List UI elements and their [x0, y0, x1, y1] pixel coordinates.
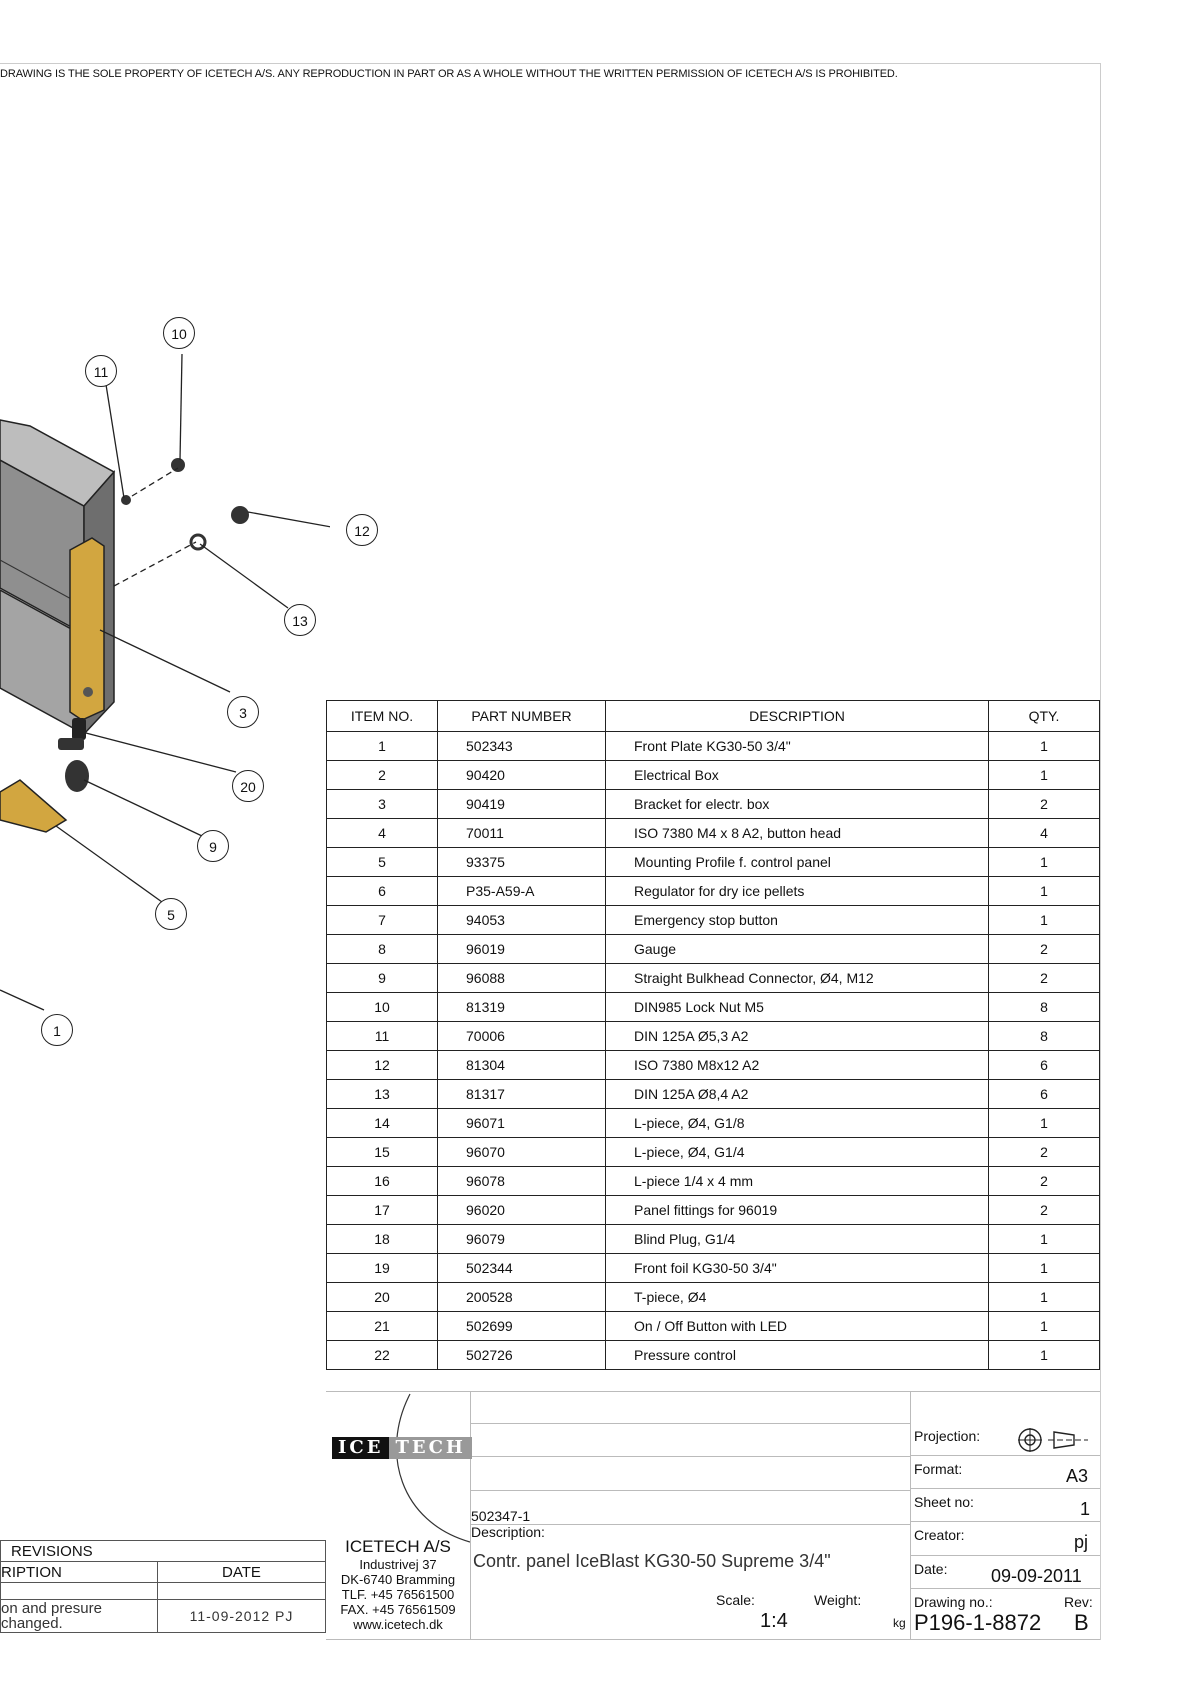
description-cell: Blind Plug, G1/4 [606, 1225, 989, 1254]
item-no-cell: 1 [327, 732, 438, 761]
fax-number: FAX. +45 76561509 [340, 1602, 456, 1617]
rev-value: B [1074, 1610, 1089, 1635]
description-cell: ISO 7380 M4 x 8 A2, button head [606, 819, 989, 848]
part-number-cell: 81319 [438, 993, 606, 1022]
description-cell: DIN 125A Ø5,3 A2 [606, 1022, 989, 1051]
description-cell: Front Plate KG30-50 3/4" [606, 732, 989, 761]
address-line: DK-6740 Bramming [340, 1572, 456, 1587]
phone-number: TLF. +45 76561500 [341, 1587, 455, 1602]
table-row [327, 1167, 1100, 1196]
creator-label: Creator: [914, 1527, 965, 1543]
description-cell: Regulator for dry ice pellets [606, 877, 989, 906]
revision-description: on and presure changed. [1, 1600, 102, 1632]
qty-cell: 1 [989, 732, 1100, 761]
qty-cell: 1 [989, 1312, 1100, 1341]
col-description: DESCRIPTION [606, 701, 989, 732]
col-qty: QTY. [989, 701, 1100, 732]
revisions-title: REVISIONS [11, 1542, 93, 1560]
item-no-cell: 12 [327, 1051, 438, 1080]
part-number-cell: 70011 [438, 819, 606, 848]
part-number-cell: 81317 [438, 1080, 606, 1109]
table-row [327, 790, 1100, 819]
item-no-cell: 15 [327, 1138, 438, 1167]
table-row [327, 819, 1100, 848]
balloon-10: 10 [163, 317, 195, 349]
item-no-cell: 5 [327, 848, 438, 877]
revision-date: 11-09-2012 PJ [189, 1608, 294, 1624]
col-part-number: PART NUMBER [438, 701, 606, 732]
format-value: A3 [1066, 1466, 1089, 1486]
part-number-cell: 96079 [438, 1225, 606, 1254]
table-row [327, 732, 1100, 761]
description-cell: Pressure control [606, 1341, 989, 1370]
description-cell: Straight Bulkhead Connector, Ø4, M12 [606, 964, 989, 993]
balloon-13: 13 [284, 604, 316, 636]
part-number-cell: 502344 [438, 1254, 606, 1283]
table-row [327, 1225, 1100, 1254]
qty-cell: 2 [989, 964, 1100, 993]
qty-cell: 2 [989, 1138, 1100, 1167]
description-cell: T-piece, Ø4 [606, 1283, 989, 1312]
qty-cell: 1 [989, 761, 1100, 790]
description-cell: Electrical Box [606, 761, 989, 790]
projection-label: Projection: [914, 1428, 981, 1444]
address-line: Industrivej 37 [359, 1557, 437, 1572]
qty-cell: 1 [989, 906, 1100, 935]
table-row [327, 906, 1100, 935]
revisions-col-date: DATE [222, 1563, 261, 1581]
website: www.icetech.dk [353, 1617, 443, 1632]
creator-value: pj [1074, 1532, 1089, 1552]
table-row [327, 848, 1100, 877]
part-number-cell: 93375 [438, 848, 606, 877]
icetech-logo: ICE TECH [332, 1437, 472, 1459]
item-no-cell: 4 [327, 819, 438, 848]
table-row [327, 1196, 1100, 1225]
item-no-cell: 10 [327, 993, 438, 1022]
col-item-no: ITEM NO. [327, 701, 438, 732]
weight-unit: kg [893, 1616, 906, 1630]
table-row [327, 1138, 1100, 1167]
item-no-cell: 18 [327, 1225, 438, 1254]
description-cell: On / Off Button with LED [606, 1312, 989, 1341]
reference-number: 502347-1 [471, 1508, 531, 1524]
item-no-cell: 20 [327, 1283, 438, 1312]
table-row [327, 964, 1100, 993]
table-row [327, 1283, 1100, 1312]
qty-cell: 1 [989, 1283, 1100, 1312]
weight-label: Weight: [814, 1592, 862, 1608]
table-row [327, 1341, 1100, 1370]
revisions-table [0, 1540, 326, 1633]
balloon-9: 9 [197, 830, 229, 862]
qty-cell: 1 [989, 877, 1100, 906]
copyright-notice: DRAWING IS THE SOLE PROPERTY OF ICETECH A/S. ANY REPRODUCTION IN PART OR AS A WHOLE WITHOUT THE WRITTEN PERMISSION OF ICETECH A/S IS PROHIBITED. [0, 68, 898, 80]
scale-value: 1:4 [760, 1610, 788, 1632]
part-number-cell: 70006 [438, 1022, 606, 1051]
bracket [70, 538, 104, 720]
drawing-number: P196-1-8872 [914, 1610, 1042, 1635]
balloon-5: 5 [155, 898, 187, 930]
part-number-cell: 94053 [438, 906, 606, 935]
rev-label: Rev: [1064, 1594, 1093, 1610]
qty-cell: 1 [989, 1109, 1100, 1138]
company-address [328, 1537, 468, 1632]
table-row [327, 1254, 1100, 1283]
sheet-value: 1 [1080, 1499, 1091, 1519]
description-cell: L-piece, Ø4, G1/8 [606, 1109, 989, 1138]
part-number-cell: 96019 [438, 935, 606, 964]
description-cell: Panel fittings for 96019 [606, 1196, 989, 1225]
part-number-cell: 502343 [438, 732, 606, 761]
part-number-cell: 502726 [438, 1341, 606, 1370]
logo-arc [390, 1392, 470, 1552]
item-no-cell: 2 [327, 761, 438, 790]
qty-cell: 8 [989, 993, 1100, 1022]
mounting-profile [0, 780, 66, 832]
part-number-cell: 96078 [438, 1167, 606, 1196]
table-row [327, 1051, 1100, 1080]
description-cell: Bracket for electr. box [606, 790, 989, 819]
projection-symbol-icon [1018, 1426, 1094, 1454]
part-number-cell: P35-A59-A [438, 877, 606, 906]
bom-body [327, 732, 1100, 1370]
description-cell: Emergency stop button [606, 906, 989, 935]
qty-cell: 1 [989, 848, 1100, 877]
balloon-20: 20 [232, 770, 264, 802]
qty-cell: 1 [989, 1254, 1100, 1283]
table-row [327, 993, 1100, 1022]
description-cell: L-piece, Ø4, G1/4 [606, 1138, 989, 1167]
qty-cell: 6 [989, 1080, 1100, 1109]
description-cell: Gauge [606, 935, 989, 964]
item-no-cell: 17 [327, 1196, 438, 1225]
sheet-label: Sheet no: [914, 1494, 974, 1510]
qty-cell: 2 [989, 1167, 1100, 1196]
item-no-cell: 16 [327, 1167, 438, 1196]
revisions-col-description: RIPTION [1, 1563, 62, 1581]
balloon-1: 1 [41, 1014, 73, 1046]
item-no-cell: 13 [327, 1080, 438, 1109]
item-no-cell: 14 [327, 1109, 438, 1138]
bom-header-row [327, 701, 1100, 732]
qty-cell: 2 [989, 935, 1100, 964]
exploded-view-drawing [0, 300, 330, 1060]
item-no-cell: 21 [327, 1312, 438, 1341]
part-number-cell: 96071 [438, 1109, 606, 1138]
drawing-no-label: Drawing no.: [914, 1594, 993, 1610]
description-cell: DIN985 Lock Nut M5 [606, 993, 989, 1022]
qty-cell: 1 [989, 1225, 1100, 1254]
description-cell: ISO 7380 M8x12 A2 [606, 1051, 989, 1080]
table-row [327, 935, 1100, 964]
item-no-cell: 8 [327, 935, 438, 964]
qty-cell: 1 [989, 1341, 1100, 1370]
date-value: 09-09-2011 [991, 1566, 1082, 1586]
part-number-cell: 96020 [438, 1196, 606, 1225]
description-cell: L-piece 1/4 x 4 mm [606, 1167, 989, 1196]
part-number-cell: 200528 [438, 1283, 606, 1312]
part-number-cell: 502699 [438, 1312, 606, 1341]
description-cell: Front foil KG30-50 3/4" [606, 1254, 989, 1283]
qty-cell: 6 [989, 1051, 1100, 1080]
item-no-cell: 6 [327, 877, 438, 906]
qty-cell: 2 [989, 1196, 1100, 1225]
bill-of-materials [326, 700, 1100, 1370]
table-row [327, 1080, 1100, 1109]
part-number-cell: 96088 [438, 964, 606, 993]
scale-label: Scale: [716, 1592, 755, 1608]
drawing-description: Contr. panel IceBlast KG30-50 Supreme 3/4" [473, 1551, 831, 1571]
description-cell: Mounting Profile f. control panel [606, 848, 989, 877]
balloon-11: 11 [85, 355, 117, 387]
table-row [327, 1109, 1100, 1138]
description-label: Description: [471, 1524, 545, 1540]
item-no-cell: 3 [327, 790, 438, 819]
item-no-cell: 9 [327, 964, 438, 993]
item-no-cell: 7 [327, 906, 438, 935]
part-number-cell: 81304 [438, 1051, 606, 1080]
balloon-12: 12 [346, 514, 378, 546]
part-number-cell: 90420 [438, 761, 606, 790]
item-no-cell: 22 [327, 1341, 438, 1370]
description-cell: DIN 125A Ø8,4 A2 [606, 1080, 989, 1109]
table-row [327, 761, 1100, 790]
qty-cell: 4 [989, 819, 1100, 848]
qty-cell: 8 [989, 1022, 1100, 1051]
item-no-cell: 11 [327, 1022, 438, 1051]
item-no-cell: 19 [327, 1254, 438, 1283]
date-label: Date: [914, 1561, 948, 1577]
balloon-3: 3 [227, 696, 259, 728]
table-row [327, 1022, 1100, 1051]
format-label: Format: [914, 1461, 963, 1477]
part-number-cell: 96070 [438, 1138, 606, 1167]
company-name: ICETECH A/S [345, 1537, 451, 1556]
part-number-cell: 90419 [438, 790, 606, 819]
table-row [327, 877, 1100, 906]
qty-cell: 2 [989, 790, 1100, 819]
table-row [327, 1312, 1100, 1341]
